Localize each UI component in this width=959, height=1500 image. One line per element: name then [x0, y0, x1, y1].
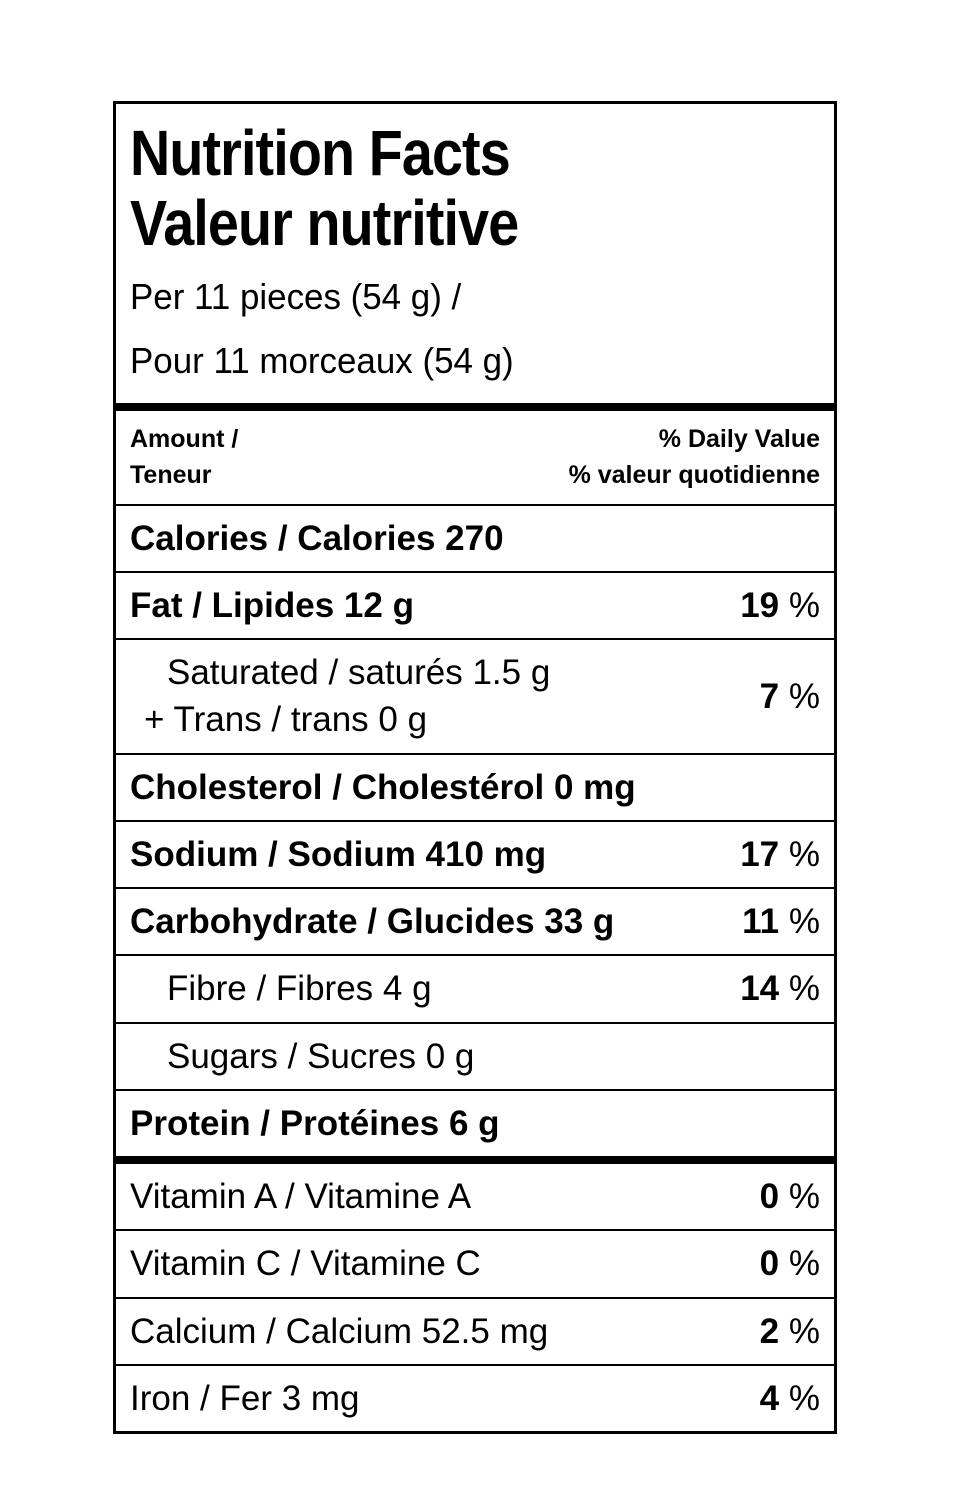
- row-fibre: [116, 954, 834, 1021]
- row-carbohydrate-label: Carbohydrate / Glucides 33 g: [130, 902, 615, 942]
- row-fibre-label: Fibre / Fibres 4 g: [167, 969, 432, 1009]
- daily-value-header-french: % valeur quotidienne: [568, 461, 820, 490]
- row-calcium: [116, 1297, 834, 1364]
- row-iron-daily-value: 4 %: [759, 1378, 820, 1418]
- row-protein-label: Protein / Protéines 6 g: [130, 1103, 500, 1143]
- row-iron: [116, 1364, 834, 1431]
- serving-size-french: Pour 11 morceaux (54 g): [130, 339, 514, 381]
- row-vitamin-c: [116, 1229, 834, 1296]
- daily-value-header-english: % Daily Value: [658, 425, 820, 454]
- row-sodium: [116, 820, 834, 887]
- row-fat-label: Fat / Lipides 12 g: [130, 585, 414, 625]
- row-sodium-label: Sodium / Sodium 410 mg: [130, 834, 547, 874]
- row-vitamin-c-daily-value: 0 %: [759, 1244, 820, 1284]
- row-sugars-label: Sugars / Sucres 0 g: [167, 1036, 475, 1076]
- row-saturated-trans-label: Saturated / saturés 1.5 g + Trans / trans 0 g: [144, 653, 551, 740]
- nutrition-facts-label: [113, 101, 837, 1434]
- amount-header-english: Amount /: [130, 425, 239, 454]
- row-calcium-label: Calcium / Calcium 52.5 mg: [130, 1311, 549, 1351]
- row-sugars: [116, 1022, 834, 1089]
- label-header: [116, 104, 834, 403]
- row-vitamin-c-label: Vitamin C / Vitamine C: [130, 1244, 481, 1284]
- row-fat-daily-value: 19 %: [740, 585, 820, 625]
- title-french: Valeur nutritive: [130, 187, 519, 260]
- row-fibre-daily-value: 14 %: [740, 969, 820, 1009]
- row-vitamin-a-label: Vitamin A / Vitamine A: [130, 1177, 472, 1217]
- row-cholesterol-label: Cholesterol / Cholestérol 0 mg: [130, 767, 636, 807]
- row-sodium-daily-value: 17 %: [740, 834, 820, 874]
- thick-divider-top: [116, 403, 834, 411]
- row-vitamin-a: [116, 1164, 834, 1229]
- column-header-row: [116, 411, 834, 504]
- amount-column-header: [130, 421, 238, 494]
- row-cholesterol: [116, 753, 834, 820]
- row-fat: [116, 571, 834, 638]
- row-iron-label: Iron / Fer 3 mg: [130, 1378, 360, 1418]
- row-protein: [116, 1089, 834, 1156]
- title-english: Nutrition Facts: [130, 117, 510, 189]
- serving-size-english: Per 11 pieces (54 g) /: [130, 275, 462, 317]
- daily-value-column-header: [569, 421, 820, 494]
- row-calcium-daily-value: 2 %: [759, 1311, 820, 1351]
- row-saturated-trans-daily-value: 7 %: [759, 676, 820, 716]
- row-calories: [116, 504, 834, 571]
- row-saturated-trans: [116, 638, 834, 753]
- thick-divider-bottom: [116, 1156, 834, 1164]
- row-carbohydrate: [116, 887, 834, 954]
- amount-header-french: Teneur: [130, 461, 212, 490]
- row-vitamin-a-daily-value: 0 %: [759, 1177, 820, 1217]
- row-carbohydrate-daily-value: 11 %: [742, 902, 820, 942]
- row-calories-label: Calories / Calories 270: [130, 518, 504, 558]
